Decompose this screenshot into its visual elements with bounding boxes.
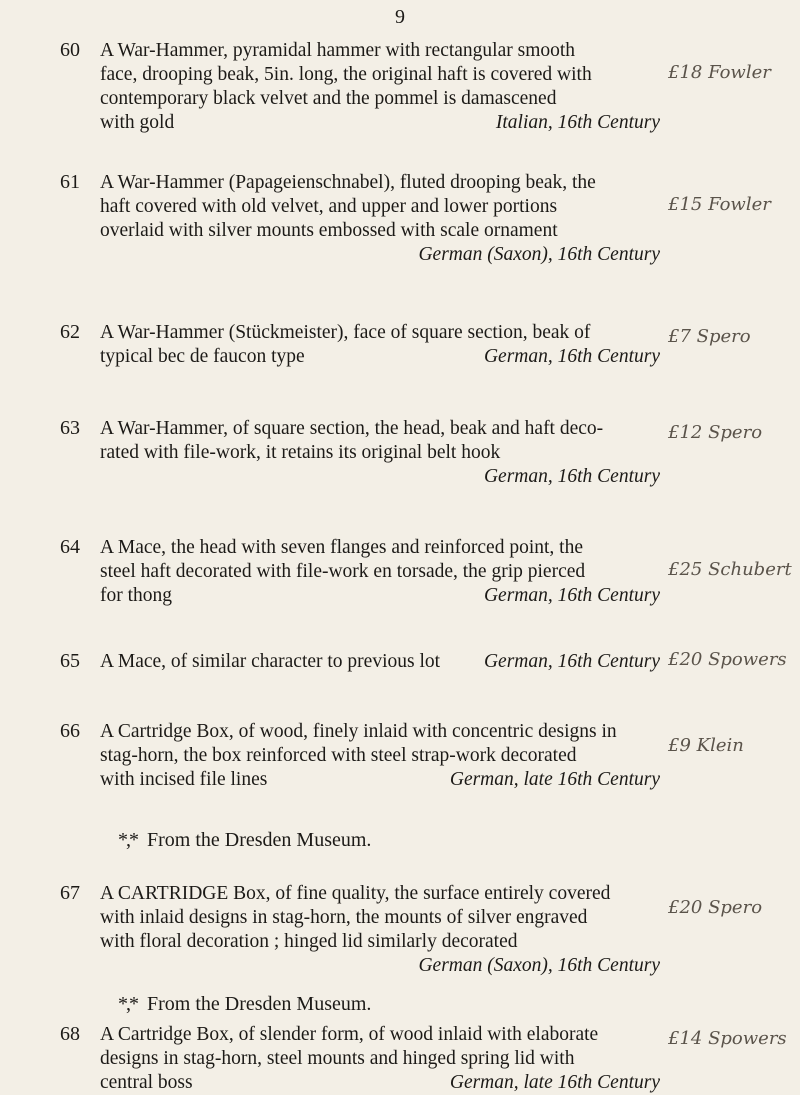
lot-number: 64: [60, 536, 80, 558]
handwritten-annotation: £7 Spero: [668, 326, 751, 347]
lot-description: [100, 882, 660, 978]
description-line: A CARTRIDGE Box, of fine quality, the surface entirely covered: [100, 883, 611, 904]
lot-origin: Italian, 16th Century: [495, 112, 660, 133]
lot-number: 62: [60, 321, 80, 343]
handwritten-annotation: £9 Klein: [668, 735, 744, 756]
asterism: *,*: [118, 829, 137, 851]
handwritten-annotation: £20 Spowers: [668, 649, 787, 670]
description-line: central boss German, late 16th Century: [100, 1072, 660, 1093]
lot-description: [100, 536, 660, 608]
lot-description: [100, 720, 660, 792]
description-line: A Cartridge Box, of slender form, of wood inlaid with elaborate: [100, 1024, 599, 1045]
lot-number: 60: [60, 39, 80, 61]
asterism: *,*: [118, 993, 137, 1015]
provenance-note: [118, 993, 618, 1016]
lot-number: 61: [60, 171, 80, 193]
lot-description: [100, 650, 660, 674]
page-number: 9: [395, 6, 405, 28]
lot-origin: German (Saxon), 16th Century: [418, 244, 660, 265]
description-line: A War-Hammer, pyramidal hammer with rectangular smooth: [100, 40, 576, 61]
lot-number: 68: [60, 1023, 80, 1045]
handwritten-annotation: £20 Spero: [668, 897, 763, 918]
description-line: haft covered with old velvet, and upper and lower portions: [100, 196, 558, 217]
description-line: A War-Hammer (Papageienschnabel), fluted drooping beak, the: [100, 172, 596, 193]
lot-number: 67: [60, 882, 80, 904]
lot-description: [100, 39, 660, 135]
description-line: rated with file-work, it retains its original belt hook: [100, 442, 501, 463]
description-line: for thong German, 16th Century: [100, 585, 660, 606]
lot-number: 66: [60, 720, 80, 742]
description-line: A War-Hammer, of square section, the head, beak and haft deco-: [100, 418, 604, 439]
description-line: stag-horn, the box reinforced with steel strap-work decorated: [100, 745, 577, 766]
description-line: overlaid with silver mounts embossed with scale ornament: [100, 220, 558, 241]
description-line: with floral decoration ; hinged lid similarly decorated: [100, 931, 518, 952]
description-line: A Cartridge Box, of wood, finely inlaid with concentric designs in: [100, 721, 617, 742]
description-line: A Mace, of similar character to previous lot German, 16th Century: [100, 651, 660, 672]
lot-origin: German, 16th Century: [483, 651, 660, 672]
lot-origin: German, 16th Century: [483, 585, 660, 606]
note-text: From the Dresden Museum.: [147, 993, 372, 1015]
description-line: contemporary black velvet and the pommel is damascened: [100, 88, 557, 109]
lot-number: 63: [60, 417, 80, 439]
lot-origin: German, late 16th Century: [449, 769, 660, 790]
lot-origin: German, 16th Century: [483, 346, 660, 367]
handwritten-annotation: £25 Schubert: [668, 559, 792, 580]
handwritten-annotation: £14 Spowers: [668, 1028, 787, 1049]
description-line: A War-Hammer (Stückmeister), face of square section, beak of: [100, 322, 591, 343]
description-line: typical bec de faucon type German, 16th Century: [100, 346, 660, 367]
description-line: steel haft decorated with file-work en torsade, the grip pierced: [100, 561, 586, 582]
provenance-note: [118, 829, 618, 852]
handwritten-annotation: £18 Fowler: [668, 62, 771, 83]
handwritten-annotation: £12 Spero: [668, 422, 763, 443]
lot-description: [100, 1023, 660, 1095]
description-line: A Mace, the head with seven flanges and reinforced point, the: [100, 537, 583, 558]
description-line: with gold Italian, 16th Century: [100, 112, 660, 133]
description-line: designs in stag-horn, steel mounts and hinged spring lid with: [100, 1048, 575, 1069]
lot-origin: German, late 16th Century: [449, 1072, 660, 1093]
lot-number: 65: [60, 650, 80, 672]
note-text: From the Dresden Museum.: [147, 829, 372, 851]
description-line: face, drooping beak, 5in. long, the original haft is covered with: [100, 64, 592, 85]
description-line: with inlaid designs in stag-horn, the mounts of silver engraved: [100, 907, 588, 928]
description-line: with incised file lines German, late 16th Century: [100, 769, 660, 790]
lot-description: [100, 321, 660, 369]
lot-origin: German, 16th Century: [483, 466, 660, 487]
lot-description: [100, 417, 660, 489]
lot-origin: German (Saxon), 16th Century: [418, 955, 660, 976]
lot-description: [100, 171, 660, 267]
handwritten-annotation: £15 Fowler: [668, 194, 771, 215]
